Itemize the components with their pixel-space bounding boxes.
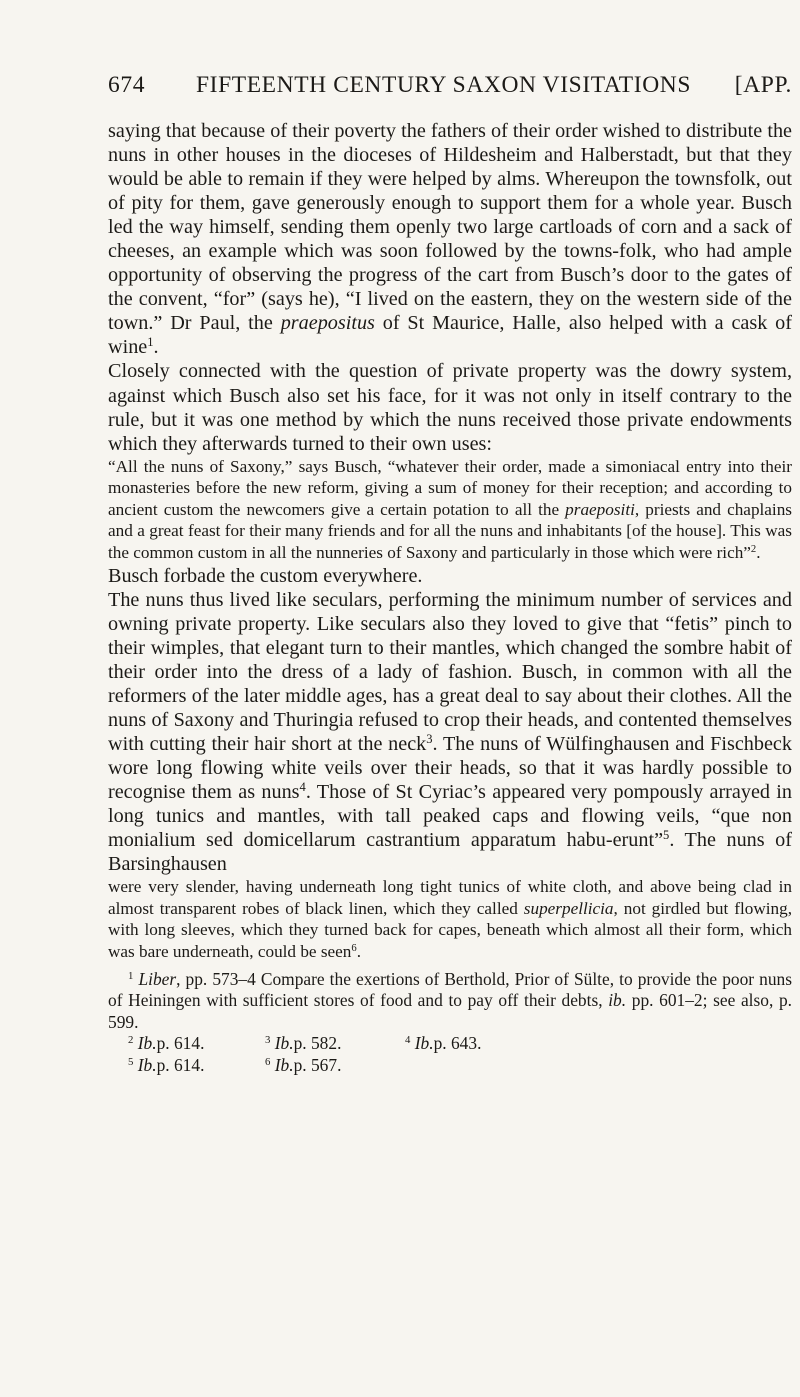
footnote-3: $^3$ Ib.p. 582.	[265, 1033, 342, 1054]
footnote-6: $^6$ Ib.p. 567.	[265, 1054, 342, 1075]
paragraph-5: were very slender, having underneath long tight tunics of white cloth, and above being clad in almost transparent robes of black linen, which they called superpellicia, not girdled but flowing, with long sleeves, which they turned back for capes, beneath which almost all their form, which was bare underneath, could be seen$^6$.	[108, 877, 792, 962]
footnote-ref-5: 5	[663, 828, 670, 843]
paragraph-4: The nuns thus lived like seculars, performing the minimum number of services and owning private property. Like seculars also they loved to give that “fetis” pinch to their wimples, that elegant turn to their mantles, which changed the sombre habit of their order into the dress of a lady of fashion. Busch, in common with all the reformers of the later middle ages, has a great deal to say about their clothes. All the nuns of Saxony and Thuringia refused to crop their heads, and contented themselves with cutting their hair short at the neck$^3$. The nuns of Wülfinghausen and Fischbeck wore long flowing white veils over their heads, so that it was hardly possible to recognise them as nuns$^4$. Those of St Cyriac’s appeared very pompously arrayed in long tunics and mantles, with tall peaked caps and flowing veils, “que non monialium sed domicellarum castrantium apparatum habu-erunt”$^5$. The nuns of Barsinghausen	[108, 588, 793, 876]
footnote-ref-4: 4	[299, 780, 306, 795]
footnote-5: $^5$ Ib.p. 614.	[128, 1054, 205, 1075]
footnote-ref-3: 3	[426, 732, 433, 747]
body-text	[108, 119, 792, 963]
footnote-4: $^4$ Ib.p. 643.	[405, 1033, 482, 1054]
book-page	[108, 72, 792, 1077]
footnote-1: $^1$ Liber, pp. 573–4 Compare the exertions of Berthold, Prior of Sülte, to provide the poor nuns of Heiningen with sufficient stores of food and to pay off their debts, ib. pp. 601–2; see also, p. 599.	[108, 968, 792, 1032]
chapter-title: FIFTEENTH CENTURY SAXON VISITATIONS	[196, 72, 692, 98]
footnote-2: $^2$ Ib.p. 614.	[128, 1033, 205, 1054]
page-number: 674	[108, 72, 146, 98]
block-quote: “All the nuns of Saxony,” says Busch, “whatever their order, made a simoniacal entry into their monasteries before the new reform, giving a sum of money for their reception; and according to ancient custom the newcomers give a certain potation to all the praepositi, priests and chaplains and a great feast for their many friends and for all the nuns and inhabitants [of the house]. This was the common custom in all the nunneries of Saxony and particularly in those which were rich”$^2$.	[108, 456, 792, 563]
footnote-row-1	[108, 1033, 792, 1055]
paragraph-2: Closely connected with the question of private property was the dowry system, against which Busch also set his face, for it was not only in itself contrary to the rule, but it was one method by which the nuns received those private endowments which they afterwards turned to their own uses:	[108, 360, 792, 455]
footnote-ref-2: 2	[750, 544, 757, 556]
footnote-row-2	[108, 1055, 792, 1077]
section-marker: [APP.	[734, 72, 792, 98]
footnotes	[108, 969, 792, 1077]
running-head	[108, 72, 792, 108]
paragraph-1: saying that because of their poverty the fathers of their order wished to distribute the nuns in other houses in the dioceses of Hildesheim and Halberstadt, but that they would be able to remain if they were helped by alms. Whereupon the townsfolk, out of pity for them, gave generously enough to support them for a whole year. Busch led the way himself, sending them openly two large cartloads of corn and a sack of cheeses, an example which was soon followed by the towns-folk, who had ample opportunity of observing the progress of the cart from Busch’s door to the gates of the convent, “for” (says he), “I lived on the eastern, they on the western side of the town.” Dr Paul, the praepositus of St Maurice, Halle, also helped with a cask of wine$^1$.	[108, 120, 792, 359]
paragraph-3: Busch forbade the custom everywhere.	[108, 564, 423, 587]
footnote-ref-6: 6	[351, 943, 357, 955]
footnote-ref-1: 1	[147, 335, 154, 350]
